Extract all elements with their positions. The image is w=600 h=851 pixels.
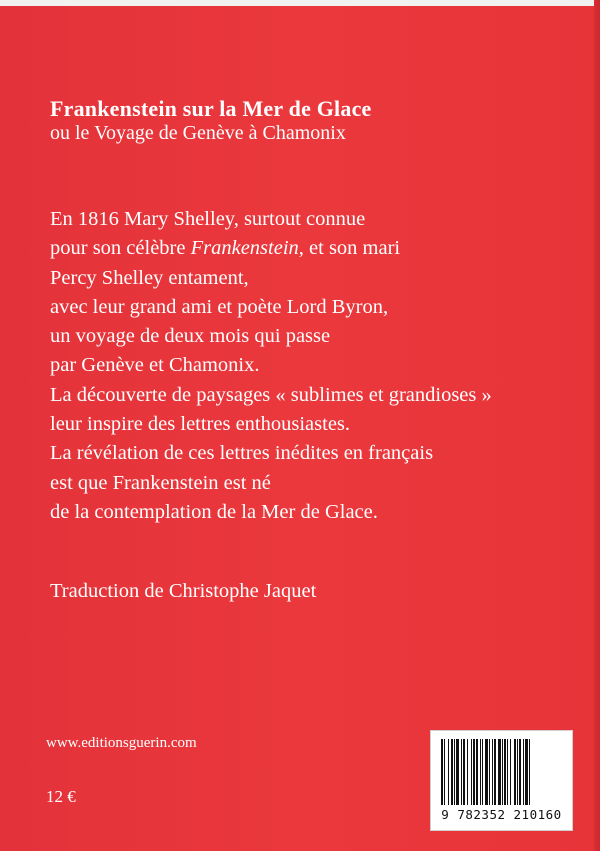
isbn-barcode — [430, 730, 573, 831]
blurb-line: par Genève et Chamonix. — [50, 354, 260, 377]
barcode-bar — [529, 739, 530, 805]
barcode-bar — [507, 739, 508, 805]
barcode-bar — [473, 739, 475, 805]
barcode-bar — [454, 739, 455, 805]
barcode-number: 9 782352 210160 — [441, 807, 562, 822]
barcode-bar — [514, 739, 516, 805]
barcode-bars — [439, 739, 566, 805]
publisher-website: www.editionsguerin.com — [46, 735, 197, 751]
barcode-bar — [510, 739, 511, 805]
barcode-bar — [444, 739, 445, 805]
blurb-line-suffix: et son mari — [303, 237, 401, 260]
blurb-line: est que Frankenstein est né — [50, 471, 271, 494]
barcode-bar — [519, 739, 521, 805]
barcode-bar — [502, 739, 503, 805]
blurb-line: Percy Shelley entament, — [50, 266, 249, 289]
book-subtitle: ou le Voyage de Genève à Chamonix — [50, 122, 346, 144]
blurb-line: leur inspire des lettres enthousiastes. — [50, 413, 351, 436]
cover-top-edge — [0, 0, 600, 6]
barcode-bar — [448, 739, 449, 805]
barcode-bar — [523, 739, 524, 805]
blurb-line — [50, 234, 492, 263]
book-title: Frankenstein sur la Mer de Glace — [50, 96, 372, 121]
barcode-bar — [476, 739, 478, 805]
blurb-line: La révélation de ces lettres inédites en français — [50, 442, 434, 465]
barcode-bar — [463, 739, 465, 805]
blurb-line: En 1816 Mary Shelley, surtout connue — [50, 208, 366, 230]
barcode-bar — [485, 739, 488, 805]
barcode-bar — [504, 739, 506, 805]
barcode-bar — [494, 739, 496, 805]
blurb-line: un voyage de deux mois qui passe — [50, 325, 331, 348]
cover-right-edge — [594, 0, 600, 851]
price-label: 12 € — [46, 787, 76, 806]
barcode-bar — [489, 739, 490, 805]
barcode-bar — [441, 739, 443, 805]
barcode-bar — [471, 739, 472, 805]
barcode-bar — [451, 739, 453, 805]
barcode-bar — [461, 739, 462, 805]
blurb-line-prefix: pour son célèbre — [50, 237, 191, 260]
blurb-line: de la contemplation de la Mer de Glace. — [50, 500, 378, 523]
blurb-line: La découverte de paysages « sublimes et grandioses » — [50, 383, 492, 406]
barcode-bar — [456, 739, 459, 805]
barcode-bar — [492, 739, 493, 805]
barcode-bar — [467, 739, 468, 805]
blurb-text — [50, 205, 492, 527]
blurb-book-name: Frankenstein, — [190, 237, 304, 260]
barcode-bar — [482, 739, 483, 805]
barcode-bar — [517, 739, 518, 805]
blurb-line: avec leur grand ami et poète Lord Byron, — [50, 295, 389, 318]
barcode-bar — [498, 739, 501, 805]
translator-credit: Traduction de Christophe Jaquet — [50, 580, 317, 602]
barcode-bar — [525, 739, 528, 805]
barcode-bar — [480, 739, 481, 805]
